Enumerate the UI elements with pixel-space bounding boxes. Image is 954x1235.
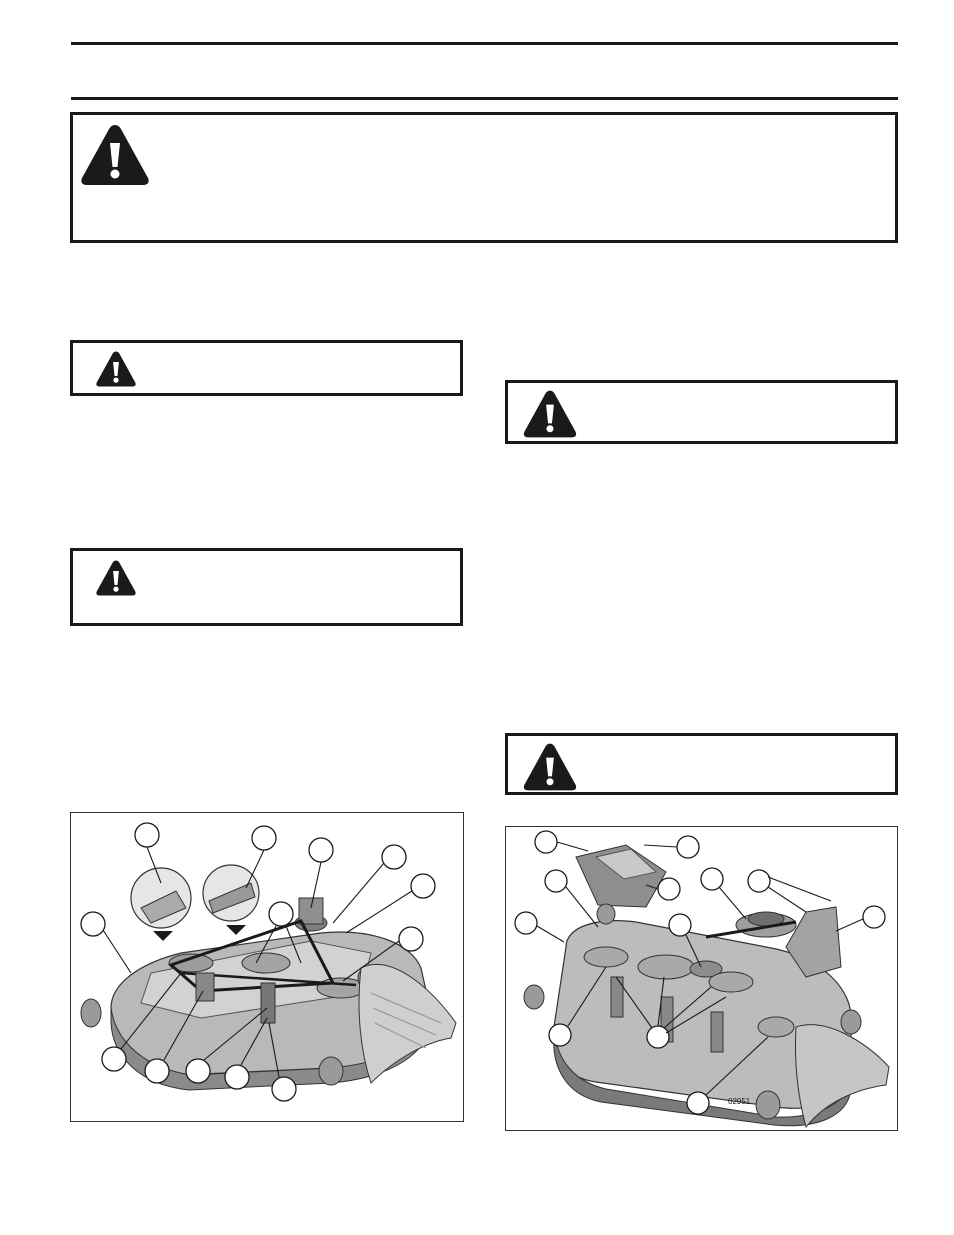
figure-mower-deck-belt — [70, 812, 464, 1122]
warning-icon — [522, 742, 578, 792]
figure-mower-deck-exploded — [505, 826, 898, 1131]
mower-deck-illustration — [71, 813, 464, 1122]
mower-deck-exploded-illustration — [506, 827, 898, 1131]
header-rule-top — [71, 42, 898, 45]
warning-icon — [95, 559, 137, 597]
warning-icon — [522, 389, 578, 439]
warning-box-left-1 — [70, 340, 463, 396]
warning-box-main — [70, 112, 898, 243]
figure-code-label: 02951 — [728, 1097, 751, 1106]
warning-icon — [79, 123, 151, 187]
warning-icon — [95, 350, 137, 388]
header-rule-bottom — [71, 97, 898, 100]
warning-box-left-2 — [70, 548, 463, 626]
warning-box-right-2 — [505, 733, 898, 795]
warning-box-right-1 — [505, 380, 898, 444]
